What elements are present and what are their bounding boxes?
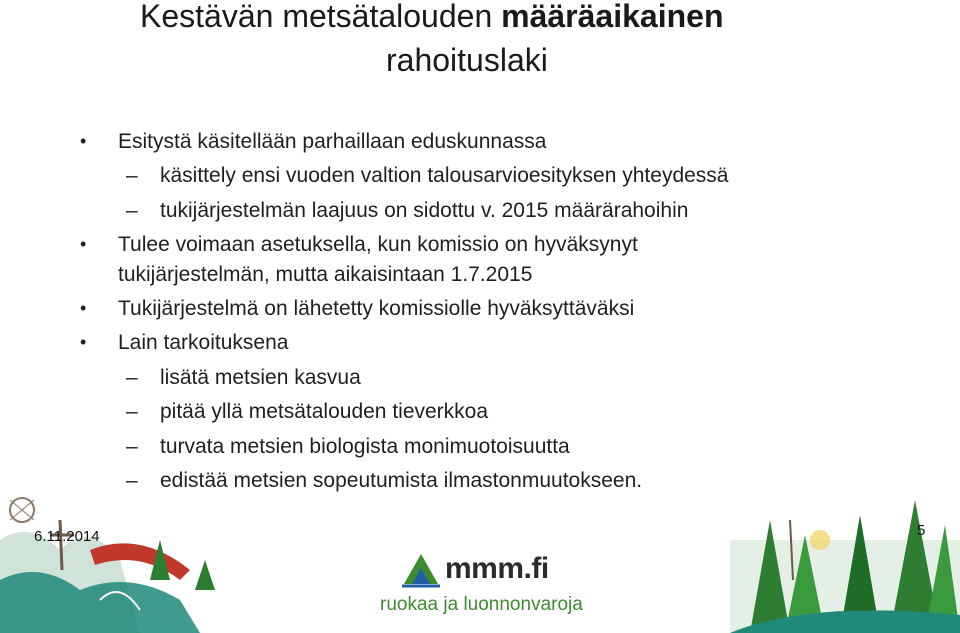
dash-icon: – [126, 469, 138, 492]
dash-icon: – [126, 164, 138, 187]
dash-icon: – [126, 199, 138, 222]
slide-date: 6.11.2014 [34, 528, 100, 545]
sub-item: – lisätä metsien kasvua [160, 361, 361, 394]
sub-item: – tukijärjestelmän laajuus on sidottu v. 2015 määrärahoihin [160, 194, 688, 227]
bullet-item: • Tukijärjestelmä on lähetetty komissiolle hyväksyttäväksi [118, 292, 634, 325]
nature-illustration-left [0, 480, 240, 633]
bullet-icon: • [80, 131, 87, 151]
bullet-item: • Esitystä käsitellään parhaillaan eduskunnassa [118, 125, 546, 158]
bullet-icon: • [80, 234, 87, 254]
title-line-1: Kestävän metsätalouden määräaikainen [140, 0, 724, 34]
slide-page-number: 5 [917, 522, 926, 539]
dash-icon: – [126, 435, 138, 458]
sub-item: – turvata metsien biologista monimuotoisuutta [160, 430, 570, 463]
bullet-icon: • [80, 298, 87, 318]
sub-item: – pitää yllä metsätalouden tieverkkoa [160, 395, 488, 428]
bullet-item: • Tulee voimaan asetuksella, kun komissio on hyväksynyt [118, 228, 638, 261]
forest-illustration-right [690, 480, 960, 633]
logo-text: mmm.fi [445, 552, 549, 585]
mmm-logo-icon [400, 548, 442, 588]
dash-icon: – [126, 400, 138, 423]
bullet-continuation: tukijärjestelmän, mutta aikaisintaan 1.7.2015 [118, 263, 533, 286]
dash-icon: – [126, 366, 138, 389]
bullet-item: • Lain tarkoituksena [118, 326, 288, 359]
title-line-2: rahoituslaki [386, 42, 548, 78]
bullet-icon: • [80, 332, 87, 352]
sub-item: – edistää metsien sopeutumista ilmastonmuutokseen. [160, 464, 642, 497]
sub-item: – käsittely ensi vuoden valtion talousarvioesityksen yhteydessä [160, 159, 728, 192]
logo-tagline: ruokaa ja luonnonvaroja [380, 594, 583, 615]
